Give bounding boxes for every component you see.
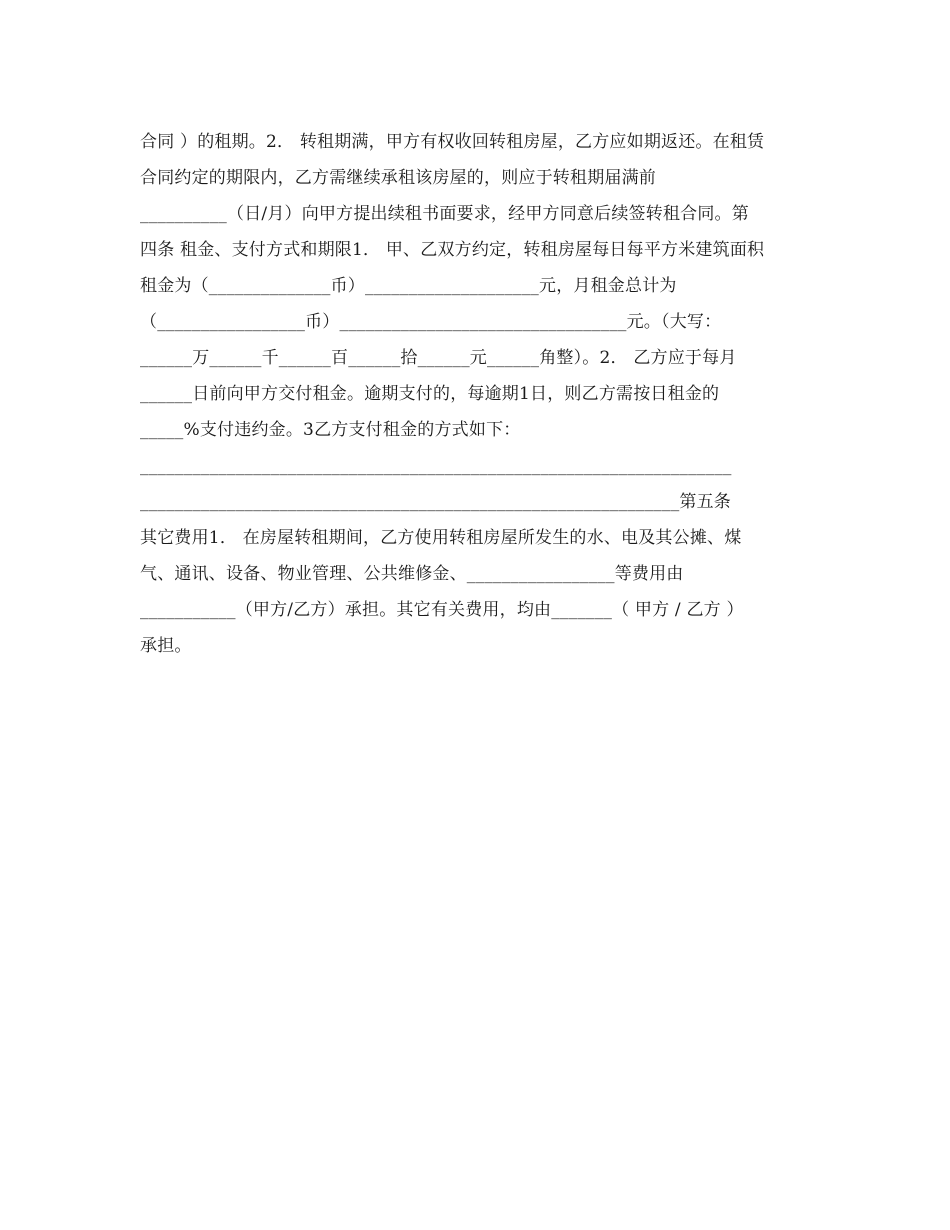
text-line: 承担。 (140, 636, 192, 656)
text-line: ____________________________________________________________________ (140, 456, 732, 476)
text-line: 合同约定的期限内，乙方需继续承租该房屋的，则应于转租期届满前 (140, 168, 656, 188)
text-line: 气、通讯、设备、物业管理、公共维修金、_________________等费用由 (140, 564, 684, 584)
text-line: 四条 租金、支付方式和期限1． 甲、乙双方约定，转租房屋每日每平方米建筑面积 (140, 240, 765, 260)
text-line: __________（日/月）向甲方提出续租书面要求，经甲方同意后续签转租合同。第 (140, 204, 749, 224)
text-line: ___________（甲方/乙方）承担。其它有关费用，均由_______（ 甲方 / 乙方 ） (140, 600, 744, 620)
text-line: 合同 ）的租期。2． 转租期满，甲方有权收回转租房屋，乙方应如期返还。在租赁 (140, 132, 765, 152)
text-line: ______日前向甲方交付租金。逾期支付的，每逾期1日，则乙方需按日租金的 (140, 384, 720, 404)
text-line: 租金为（______________币）____________________元，月租金总计为 (140, 276, 677, 296)
text-line: ______________________________________________________________第五条 (140, 492, 731, 512)
text-line: _____%支付违约金。3乙方支付租金的方式如下： (140, 420, 521, 440)
text-line: 其它费用1． 在房屋转租期间，乙方使用转租房屋所发生的水、电及其公摊、煤 (140, 528, 742, 548)
text-line: （_________________币）_________________________________元。（大写： (140, 312, 722, 332)
text-line: ______万______千______百______拾______元______角整）。2． 乙方应于每月 (140, 348, 737, 368)
contract-body-text (140, 124, 815, 664)
